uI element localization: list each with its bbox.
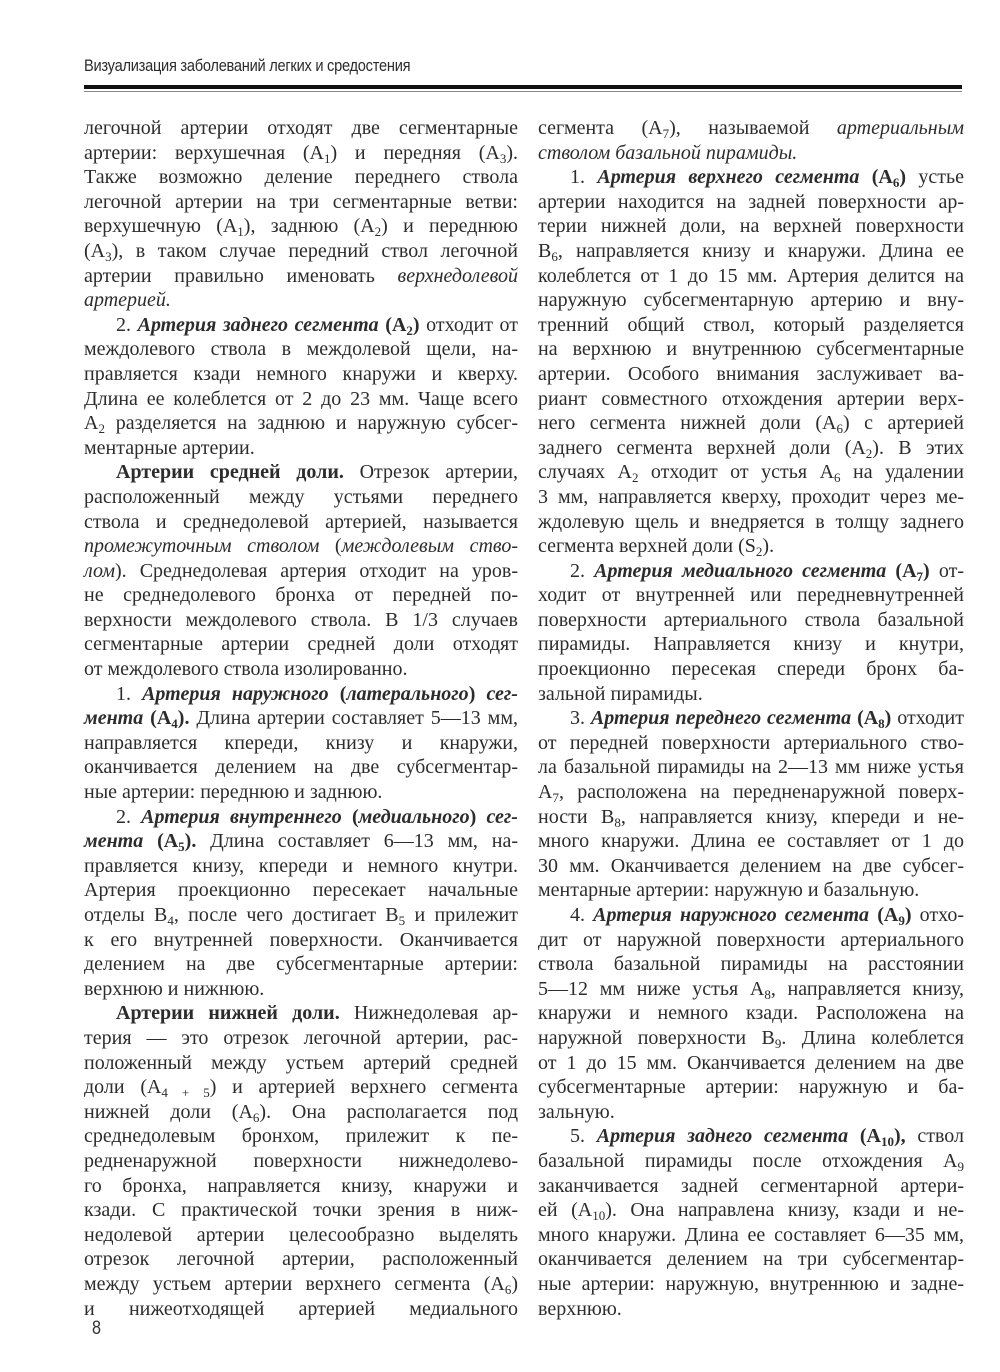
text-line: терия — это отрезок легочной артерии, рас- [84, 1026, 518, 1049]
text-line: много кнаружи. Длина ее составляет 6—35 мм, [538, 1223, 964, 1246]
section-heading-line: 5. Артерия заднего сегмента $(A_{10})$, ствол [570, 1125, 965, 1150]
text-line: 30 мм. Оканчивается делением на две субсег- [538, 854, 964, 877]
section-heading-line: 3. Артерия переднего сегмента $(A_8)$ отходит [570, 707, 965, 732]
text-line: верхности междолевого ствола. В 1/3 случаев [84, 608, 518, 631]
text-line: него сегмента нижней доли $(A_6)$ с артерией [538, 412, 964, 437]
section-heading-line: 1. Артерия наружного (латерального) сег- [116, 682, 518, 705]
text-line: 3 мм, направляется кверху, проходит через ме- [538, 485, 964, 508]
text-line: нижней доли $(A_6)$. Она располагается под [84, 1100, 518, 1125]
text-line: легочной артерии на три сегментарные ветви: [84, 190, 518, 213]
text-line: артерии находится на задней поверхности ар- [538, 190, 964, 213]
section-heading-line: 2. Артерия внутреннего (медиального) сег- [116, 805, 518, 828]
text-line: $(A_3)$, в таком случае передний ствол легочной [84, 239, 518, 264]
text-line: зальной пирамиды. [538, 682, 703, 705]
text-line: наружную субсегментарную артерию и вну- [538, 289, 964, 312]
text-line: колеблется от 1 до 15 мм. Артерия делится на [538, 264, 964, 287]
text-line: недолевой артерии целесообразно выделять [84, 1223, 518, 1246]
running-header-title: Визуализация заболеваний легких и средостения [84, 56, 411, 75]
header-rule [84, 85, 962, 89]
text-line: тренний общий ствол, который разделяется [538, 313, 964, 336]
text-line: сегмента $(A_7)$, называемой артериальным [538, 117, 965, 141]
text-line: кзади. С практической точки зрения в ниж- [84, 1199, 518, 1222]
text-line: промежуточным стволом (междолевым ство- [84, 535, 518, 558]
text-line: мента $(A_4)$. Длина артерии составляет 5—13 мм, [84, 707, 518, 732]
text-line: 5—12 мм ниже устья $A_8$, направляется книзу, [538, 977, 964, 1002]
text-line: ла базальной пирамиды на 2—13 мм ниже устья [538, 756, 964, 779]
text-line: зальную. [538, 1100, 615, 1123]
text-line: го бронха, направляется книзу, кнаружи и [84, 1174, 518, 1197]
text-line: заканчивается задней сегментарной артери- [538, 1174, 964, 1197]
text-line: ные артерии: переднюю и заднюю. [84, 781, 383, 804]
text-line: положенный между устьем артерий средней [84, 1051, 518, 1074]
text-line: $B_6$, направляется книзу и кнаружи. Длина ее [538, 239, 964, 264]
text-line: артерии правильно именовать верхнедолевой [84, 264, 518, 287]
text-line: ствола и среднедолевой артерией, называется [84, 510, 518, 533]
text-line: поверхности артериального ствола базальной [538, 608, 964, 631]
text-line: мента $(A_5)$. Длина составляет 6—13 мм, на- [84, 830, 518, 855]
text-line: ментарные артерии: наружную и базальную. [538, 879, 920, 902]
text-line: среднедолевым бронхом, прилежит к пе- [84, 1125, 518, 1148]
page-number: 8 [92, 1318, 101, 1339]
right-column [538, 116, 964, 1321]
text-line: между устьем артерии верхнего сегмента $(A_6)$ [84, 1272, 518, 1297]
text-line: случаях $A_2$ отходит от устья $A_6$ на удалении [538, 461, 965, 486]
text-line: междолевого ствола в междолевой щели, на- [84, 338, 518, 361]
text-line: терии нижней доли, на верхней поверхности [538, 215, 964, 238]
text-line: наружной поверхности $B_9$. Длина колеблется [538, 1026, 964, 1051]
text-line: ментарные артерии. [84, 436, 255, 459]
text-line: направляется кпереди, книзу и кнаружи, [84, 731, 518, 754]
text-line: не среднедолевого бронха от передней по- [84, 584, 518, 607]
text-line: делением на две субсегментарные артерии: [84, 953, 518, 976]
section-heading-line: 2. Артерия заднего сегмента $(A_2)$ отходит от [116, 313, 519, 338]
text-line: отрезок легочной артерии, расположенный [84, 1248, 518, 1271]
text-line: редненаружной поверхности нижнедолево- [84, 1149, 518, 1172]
text-line: лом). Среднедолевая артерия отходит на уров- [84, 559, 518, 582]
text-line: $A_2$ разделяется на заднюю и наружную субсег- [84, 412, 518, 437]
text-line: правляется книзу, кпереди и немного кнутри. [84, 854, 518, 877]
text-line: на верхнюю и внутреннюю субсегментарные [538, 338, 964, 361]
text-line: артерии. Особого внимания заслуживает ва- [538, 362, 964, 385]
text-line: и нижеотходящей артерией медиального [84, 1297, 518, 1320]
text-line: от передней поверхности артериального ство- [538, 731, 964, 754]
text-line: ности $B_8$, направляется книзу, кпереди и не- [538, 805, 964, 830]
text-line: ждолевую щель и внедряется в толщу заднего [538, 510, 964, 533]
text-line: расположенный между устьями переднего [84, 485, 518, 508]
text-line: проекционно пересекая спереди бронх ба- [538, 658, 964, 681]
text-line: кнаружи и немного кзади. Расположена на [538, 1002, 964, 1025]
text-line: риант совместного отхождения артерии верх- [538, 387, 964, 410]
header-rule-thin [84, 91, 962, 92]
text-line: правляется кзади немного кнаружи и кверху. [84, 362, 518, 385]
text-line: артерией. [84, 289, 171, 312]
text-line: Также возможно деление переднего ствола [84, 166, 518, 189]
text-line: много кнаружи. Длина ее составляет от 1 до [538, 830, 964, 853]
text-line: ные артерии: наружную, внутреннюю и задне- [538, 1272, 964, 1295]
section-heading-line: 1. Артерия верхнего сегмента $(A_6)$ устье [570, 166, 964, 191]
text-line: отделы $B_4$, после чего достигает $B_5$ и прилежит [84, 904, 518, 928]
section-heading-line: 2. Артерия медиального сегмента $(A_7)$ от- [570, 559, 964, 584]
section-heading-line: Артерии средней доли. Отрезок артерии, [116, 461, 518, 484]
text-line: субсегментарные артерии: наружную и ба- [538, 1076, 964, 1099]
text-line: доли $(A_{4 + 5})$ и артерией верхнего сегмента [84, 1076, 518, 1101]
text-line: легочной артерии отходят две сегментарные [84, 117, 518, 139]
text-line: верхушечную $(A_1)$, заднюю $(A_2)$ и переднюю [84, 215, 518, 240]
text-line: дит от наружной поверхности артериального [538, 928, 964, 951]
text-line: Артерия проекционно пересекает начальные [84, 879, 518, 902]
text-line: от междолевого ствола изолированно. [84, 658, 408, 681]
text-line: верхнюю. [538, 1297, 622, 1320]
text-line: от 1 до 15 мм. Оканчивается делением на две [538, 1051, 964, 1074]
text-line: верхнюю и нижнюю. [84, 977, 265, 1000]
text-line: ей $(A_{10})$. Она направлена книзу, кзади и не- [538, 1199, 964, 1224]
section-heading-line: Артерии нижней доли. Нижнедолевая ар- [116, 1002, 518, 1025]
text-line: к его внутренней поверхности. Оканчивается [84, 928, 518, 951]
text-line: ходит от внутренней или передневнутренней [538, 584, 964, 607]
text-line: стволом базальной пирамиды. [538, 141, 798, 164]
text-line: оканчивается делением на две субсегментар- [84, 756, 518, 779]
text-line: ствола базальной пирамиды на расстоянии [538, 953, 964, 976]
left-column [84, 116, 518, 1321]
text-line: оканчивается делением на три субсегментар- [538, 1248, 964, 1271]
text-line: артерии: верхушечная $(A_1)$ и передняя $(A_3)$. [84, 141, 518, 166]
text-line: базальной пирамиды после отхождения $A_9$ [538, 1149, 964, 1174]
section-heading-line: 4. Артерия наружного сегмента $(A_9)$ отхо- [570, 904, 965, 928]
text-line: пирамиды. Направляется книзу и кнутри, [538, 633, 964, 656]
text-line: сегментарные артерии средней доли отходят [84, 633, 518, 656]
text-line: заднего сегмента верхней доли $(A_2)$. В этих [538, 436, 964, 461]
text-line: Длина ее колеблется от 2 до 23 мм. Чаще всего [84, 387, 518, 410]
text-line: $A_7$, расположена на передненаружной поверх- [538, 781, 964, 806]
text-line: сегмента верхней доли $(S_2)$. [538, 535, 775, 560]
